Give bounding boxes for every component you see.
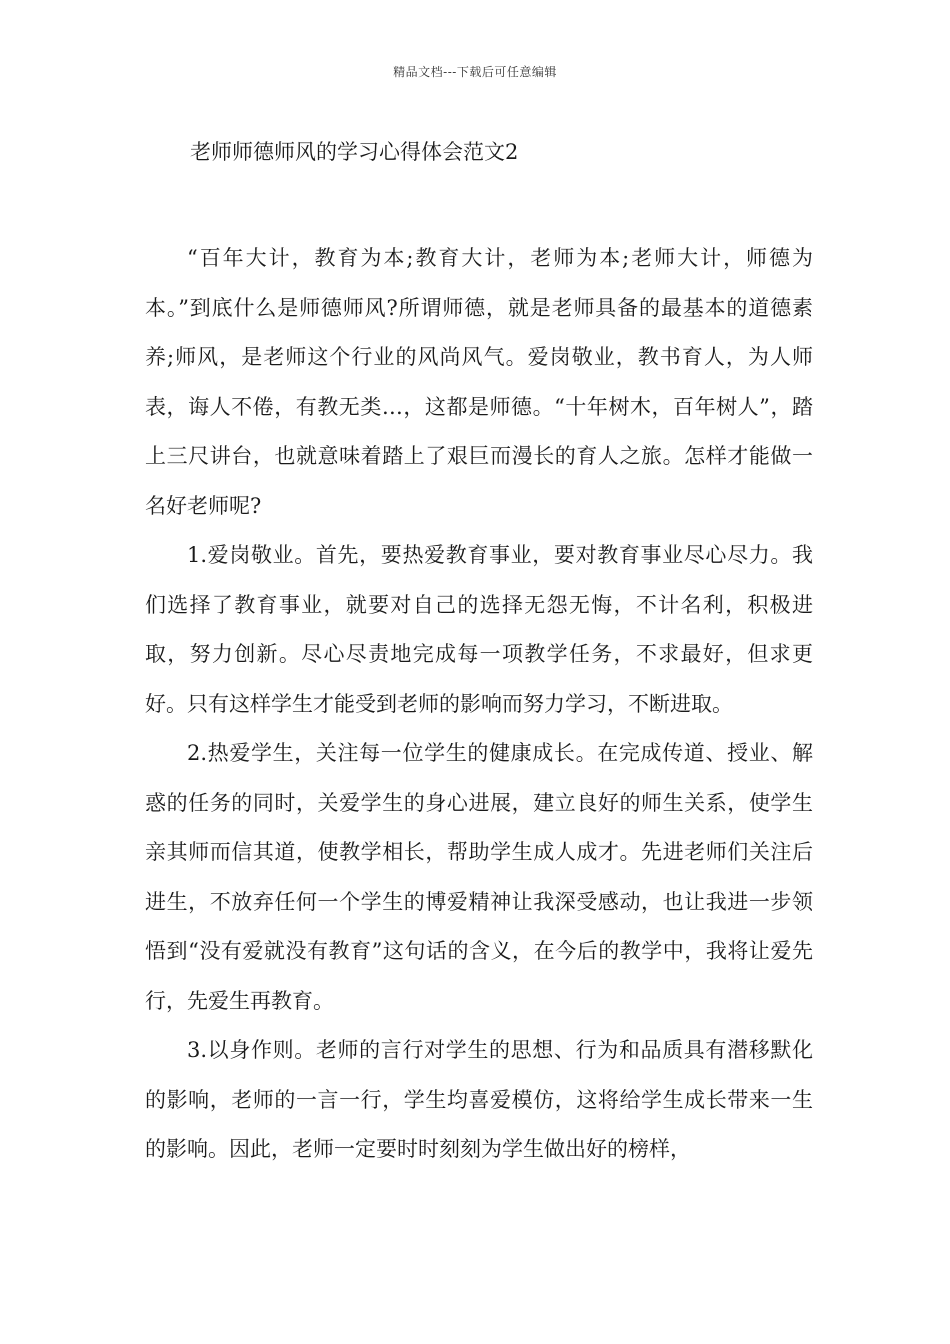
page-header: 精品文档---下载后可任意编辑 [393,65,557,79]
paragraph-point-3: 3.以身作则。老师的言行对学生的思想、行为和品质具有潜移默化的影响，老师的一言一行，学生均喜爱模仿，这将给学生成长带来一生的影响。因此，老师一定要时时刻刻为学生做出好的榜样， [145,1038,813,1161]
paragraph-point-2: 2.热爱学生，关注每一位学生的健康成长。在完成传道、授业、解惑的任务的同时，关爱学生的身心进展，建立良好的师生关系，使学生亲其师而信其道，使教学相长，帮助学生成人成才。先进老师们关注后进生，不放弃任何一个学生的博爱精神让我深受感动，也让我进一步领悟到“没有爱就没有教育”这句话的含义，在今后的教学中，我将让爱先行，先爱生再教育。 [145,741,813,1013]
document-body [145,234,813,1175]
document-title: 老师师德师风的学习心得体会范文2 [190,140,519,164]
paragraph-intro: “百年大计，教育为本;教育大计，老师为本;老师大计，师德为本。”到底什么是师德师风?所谓师德，就是老师具备的最基本的道德素养;师风，是老师这个行业的风尚风气。爱岗敬业，教书育人，为人师表，诲人不倦，有教无类…，这都是师德。“十年树木，百年树人”，踏上三尺讲台，也就意味着踏上了艰巨而漫长的育人之旅。怎样才能做一名好老师呢? [145,246,813,518]
paragraph-point-1: 1.爱岗敬业。首先，要热爱教育事业，要对教育事业尽心尽力。我们选择了教育事业，就要对自己的选择无怨无悔，不计名利，积极进取，努力创新。尽心尽责地完成每一项教学任务，不求最好，但求更好。只有这样学生才能受到老师的影响而努力学习，不断进取。 [145,543,813,716]
